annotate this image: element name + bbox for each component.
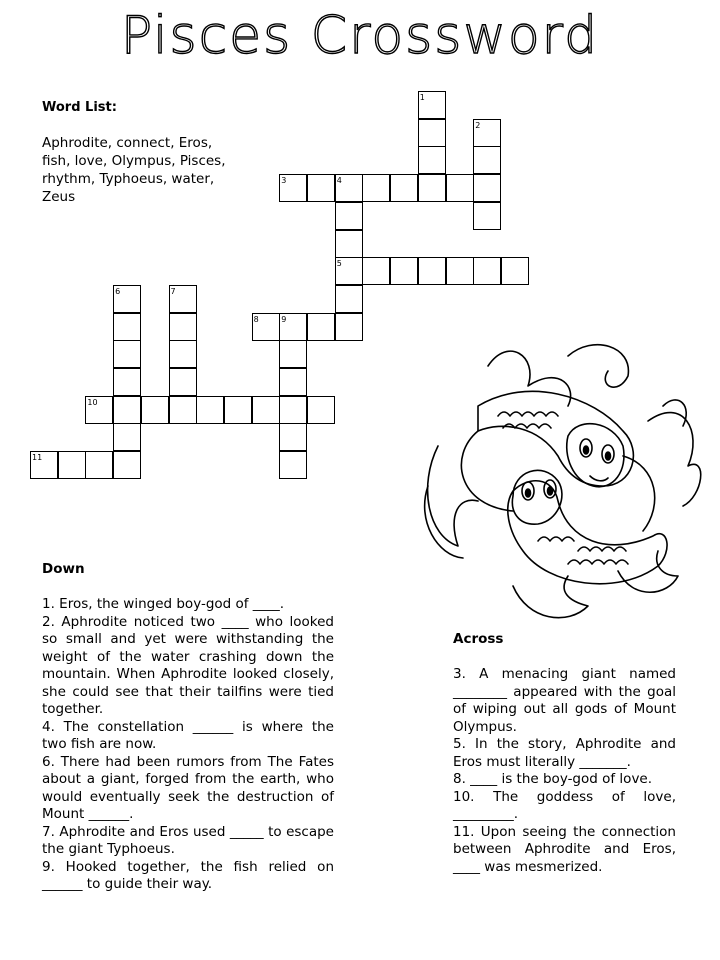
across-clue: 8. ____ is the boy-god of love. <box>453 771 653 787</box>
clue-number: 11 <box>32 453 43 463</box>
down-heading: Down <box>42 561 85 577</box>
crossword-cell[interactable] <box>113 451 141 479</box>
crossword-cell[interactable] <box>196 396 224 424</box>
crossword-cell[interactable] <box>141 396 169 424</box>
across-clue: 5. In the story, Aphrodite and Eros must literally _______. <box>453 736 676 770</box>
across-clue: 11. Upon seeing the connection between Aphrodite and Eros, ____ was mesmerized. <box>453 823 676 875</box>
crossword-cell[interactable] <box>335 285 363 313</box>
crossword-cell[interactable] <box>279 368 307 396</box>
crossword-cell[interactable] <box>501 257 529 285</box>
down-clue: 4. The constellation ______ is where the two fish are now. <box>42 718 334 752</box>
clue-number: 6 <box>115 286 121 296</box>
crossword-cell[interactable] <box>473 146 501 174</box>
crossword-cell[interactable] <box>85 451 113 479</box>
clue-number: 8 <box>253 314 259 324</box>
clue-number: 2 <box>475 120 481 130</box>
crossword-cell[interactable] <box>446 174 474 202</box>
across-clue: 10. The goddess of love, _________. <box>453 788 676 822</box>
crossword-cell[interactable] <box>279 396 307 424</box>
crossword-cell[interactable] <box>307 313 335 341</box>
clue-number: 9 <box>281 314 287 324</box>
crossword-cell[interactable] <box>252 396 280 424</box>
crossword-cell[interactable] <box>113 396 141 424</box>
pisces-fish-illustration-icon <box>418 336 708 626</box>
crossword-cell[interactable] <box>418 119 446 147</box>
clue-number: 5 <box>336 259 342 269</box>
crossword-cell[interactable] <box>307 174 335 202</box>
crossword-cell[interactable] <box>58 451 86 479</box>
down-clue: 7. Aphrodite and Eros used _____ to escape the giant Typhoeus. <box>42 823 334 857</box>
crossword-cell[interactable] <box>473 202 501 230</box>
crossword-cell[interactable] <box>473 257 501 285</box>
crossword-cell[interactable] <box>390 174 418 202</box>
crossword-cell[interactable] <box>279 451 307 479</box>
clue-number: 3 <box>281 176 287 186</box>
crossword-cell[interactable] <box>418 146 446 174</box>
down-clue: 1. Eros, the winged boy-god of ____. <box>42 596 285 612</box>
crossword-cell[interactable] <box>335 230 363 258</box>
down-clue: 6. There had been rumors from The Fates about a giant, forged from the earth, who would eventually seek the destruction of Mount ______. <box>42 753 334 822</box>
clue-number: 4 <box>336 176 342 186</box>
page-title: Pisces Crossword <box>120 6 600 66</box>
clue-number: 1 <box>419 93 425 102</box>
word-list-heading: Word List: <box>42 100 117 115</box>
crossword-cell[interactable] <box>169 313 197 341</box>
crossword-cell[interactable] <box>113 340 141 368</box>
clue-number: 7 <box>170 286 176 296</box>
crossword-cell[interactable] <box>113 368 141 396</box>
crossword-cell[interactable] <box>169 396 197 424</box>
crossword-cell[interactable] <box>113 423 141 451</box>
crossword-cell[interactable] <box>307 396 335 424</box>
crossword-cell[interactable] <box>335 313 363 341</box>
down-clues <box>42 596 334 894</box>
word-list: Aphrodite, connect, Eros, fish, love, Olympus, Pisces, rhythm, Typhoeus, water, Zeus <box>42 135 226 205</box>
crossword-cell[interactable] <box>362 257 390 285</box>
across-clue: 3. A menacing giant named ________ appeared with the goal of wiping out all gods of Mount Olympus. <box>453 666 676 735</box>
crossword-cell[interactable] <box>418 174 446 202</box>
across-clues <box>453 666 676 876</box>
crossword-cell[interactable] <box>224 396 252 424</box>
crossword-cell[interactable] <box>362 174 390 202</box>
crossword-cell[interactable] <box>390 257 418 285</box>
down-clue: 9. Hooked together, the fish relied on ______ to guide their way. <box>42 858 334 892</box>
crossword-cell[interactable] <box>473 174 501 202</box>
crossword-cell[interactable] <box>418 257 446 285</box>
crossword-cell[interactable] <box>169 368 197 396</box>
crossword-cell[interactable] <box>113 313 141 341</box>
crossword-cell[interactable] <box>335 202 363 230</box>
clue-number: 10 <box>87 397 98 407</box>
crossword-cell[interactable] <box>279 340 307 368</box>
crossword-cell[interactable] <box>279 423 307 451</box>
across-heading: Across <box>453 631 504 647</box>
crossword-cell[interactable] <box>446 257 474 285</box>
down-clue: 2. Aphrodite noticed two ____ who looked so small and yet were withstanding the weight of the water crashing down the mountain. When Aphrodite looked closely, she could see that their tailfins were tied together. <box>42 613 334 717</box>
crossword-cell[interactable] <box>169 340 197 368</box>
